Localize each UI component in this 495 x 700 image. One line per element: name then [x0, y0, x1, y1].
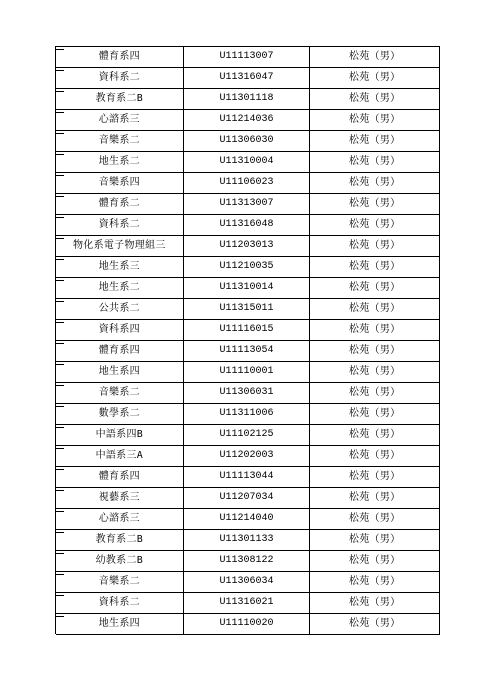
table-row	[56, 530, 440, 551]
student-id-cell: U11102125	[184, 425, 311, 446]
dorm-cell: 松苑（男）	[310, 383, 440, 404]
table-row	[56, 488, 440, 509]
dorm-cell: 松苑（男）	[310, 152, 440, 173]
student-id-cell: U11301133	[184, 530, 311, 551]
dorm-cell: 松苑（男）	[310, 530, 440, 551]
department-cell: 資科系二	[56, 593, 184, 614]
department-cell: 地生系四	[56, 362, 184, 383]
dorm-cell: 松苑（男）	[310, 236, 440, 257]
student-id-cell: U11106023	[184, 173, 311, 194]
department-cell: 公共系二	[56, 299, 184, 320]
table-row	[56, 383, 440, 404]
dorm-cell: 松苑（男）	[310, 257, 440, 278]
student-id-cell: U11306031	[184, 383, 311, 404]
department-cell: 音樂系二	[56, 383, 184, 404]
student-id-cell: U11310004	[184, 152, 311, 173]
department-cell: 教育系二B	[56, 89, 184, 110]
department-cell: 數學系二	[56, 404, 184, 425]
dorm-cell: 松苑（男）	[310, 89, 440, 110]
department-cell: 音樂系二	[56, 131, 184, 152]
student-id-cell: U11207034	[184, 488, 311, 509]
table-row	[56, 404, 440, 425]
table-row	[56, 299, 440, 320]
student-id-cell: U11203013	[184, 236, 311, 257]
dorm-cell: 松苑（男）	[310, 614, 440, 635]
dorm-cell: 松苑（男）	[310, 488, 440, 509]
student-id-cell: U11316048	[184, 215, 311, 236]
department-cell: 音樂系四	[56, 173, 184, 194]
table-row	[56, 47, 440, 68]
table-row	[56, 509, 440, 530]
table-row	[56, 362, 440, 383]
student-id-cell: U11306034	[184, 572, 311, 593]
department-cell: 幼教系二B	[56, 551, 184, 572]
table-row	[56, 131, 440, 152]
student-id-cell: U11306030	[184, 131, 311, 152]
student-id-cell: U11214036	[184, 110, 311, 131]
student-dorm-table	[55, 46, 440, 634]
student-id-cell: U11214040	[184, 509, 311, 530]
department-cell: 資科系四	[56, 320, 184, 341]
department-cell: 體育系四	[56, 47, 184, 68]
dorm-cell: 松苑（男）	[310, 47, 440, 68]
dorm-cell: 松苑（男）	[310, 299, 440, 320]
department-cell: 心諮系三	[56, 509, 184, 530]
student-id-cell: U11316047	[184, 68, 311, 89]
department-cell: 視藝系三	[56, 488, 184, 509]
table-row	[56, 446, 440, 467]
student-id-cell: U11113044	[184, 467, 311, 488]
department-cell: 體育系二	[56, 194, 184, 215]
department-cell: 音樂系二	[56, 572, 184, 593]
student-id-cell: U11110001	[184, 362, 311, 383]
department-cell: 物化系電子物理組三	[56, 236, 184, 257]
student-id-cell: U11310014	[184, 278, 311, 299]
table-row	[56, 614, 440, 635]
table-row	[56, 320, 440, 341]
dorm-cell: 松苑（男）	[310, 362, 440, 383]
dorm-cell: 松苑（男）	[310, 551, 440, 572]
table-row	[56, 341, 440, 362]
department-cell: 資科系二	[56, 215, 184, 236]
table-row	[56, 278, 440, 299]
dorm-cell: 松苑（男）	[310, 131, 440, 152]
dorm-cell: 松苑（男）	[310, 404, 440, 425]
dorm-cell: 松苑（男）	[310, 341, 440, 362]
department-cell: 地生系四	[56, 614, 184, 635]
table-row	[56, 215, 440, 236]
dorm-cell: 松苑（男）	[310, 173, 440, 194]
student-id-cell: U11313007	[184, 194, 311, 215]
department-cell: 地生系三	[56, 257, 184, 278]
department-cell: 心諮系三	[56, 110, 184, 131]
table-row	[56, 551, 440, 572]
dorm-cell: 松苑（男）	[310, 509, 440, 530]
dorm-cell: 松苑（男）	[310, 215, 440, 236]
student-id-cell: U11308122	[184, 551, 311, 572]
student-id-cell: U11210035	[184, 257, 311, 278]
student-id-cell: U11113054	[184, 341, 311, 362]
student-id-cell: U11301118	[184, 89, 311, 110]
table-row	[56, 110, 440, 131]
table-row	[56, 194, 440, 215]
table-row	[56, 425, 440, 446]
student-id-cell: U11311006	[184, 404, 311, 425]
table-row	[56, 257, 440, 278]
department-cell: 體育系四	[56, 341, 184, 362]
dorm-cell: 松苑（男）	[310, 110, 440, 131]
student-id-cell: U11315011	[184, 299, 311, 320]
student-id-cell: U11116015	[184, 320, 311, 341]
student-id-cell: U11316021	[184, 593, 311, 614]
table-row	[56, 68, 440, 89]
student-id-cell: U11110020	[184, 614, 311, 635]
table-row	[56, 173, 440, 194]
department-cell: 中語系三A	[56, 446, 184, 467]
table-row	[56, 236, 440, 257]
dorm-cell: 松苑（男）	[310, 278, 440, 299]
department-cell: 地生系二	[56, 278, 184, 299]
dorm-cell: 松苑（男）	[310, 593, 440, 614]
dorm-cell: 松苑（男）	[310, 68, 440, 89]
table-row	[56, 572, 440, 593]
dorm-cell: 松苑（男）	[310, 467, 440, 488]
dorm-cell: 松苑（男）	[310, 572, 440, 593]
department-cell: 體育系四	[56, 467, 184, 488]
table-row	[56, 593, 440, 614]
table-row	[56, 89, 440, 110]
student-id-cell: U11202003	[184, 446, 311, 467]
department-cell: 中語系四B	[56, 425, 184, 446]
dorm-cell: 松苑（男）	[310, 425, 440, 446]
department-cell: 教育系二B	[56, 530, 184, 551]
dorm-cell: 松苑（男）	[310, 446, 440, 467]
department-cell: 地生系二	[56, 152, 184, 173]
student-id-cell: U11113007	[184, 47, 311, 68]
department-cell: 資科系二	[56, 68, 184, 89]
table-row	[56, 152, 440, 173]
dorm-cell: 松苑（男）	[310, 320, 440, 341]
dorm-cell: 松苑（男）	[310, 194, 440, 215]
table-row	[56, 467, 440, 488]
